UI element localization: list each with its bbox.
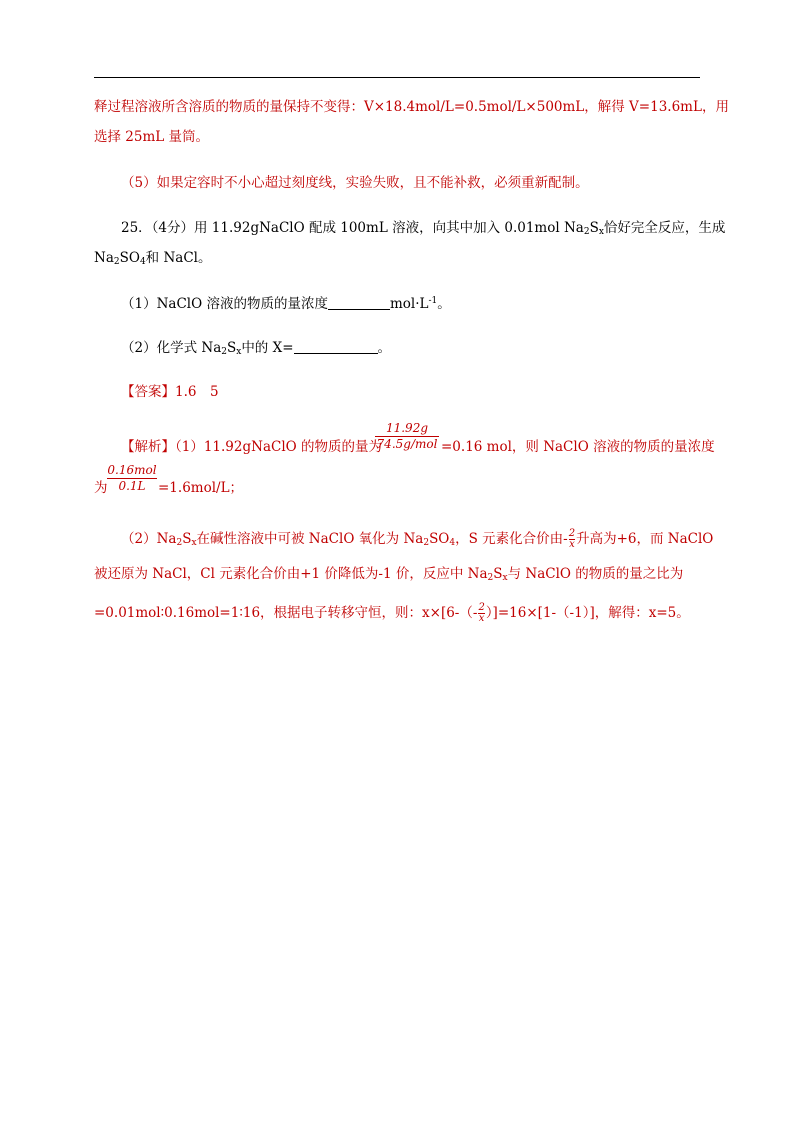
question-25-line-2 xyxy=(94,248,211,268)
analysis-line-1 xyxy=(121,437,382,457)
analysis-label: 【解析】 xyxy=(121,439,175,455)
fraction-numerator: 2 xyxy=(568,528,576,539)
analysis-text: ）]=16×[1-（-1）]，解得：x=5。 xyxy=(485,605,690,621)
fraction-denominator: 0.1L xyxy=(118,479,146,493)
analysis-text: S xyxy=(493,566,503,582)
explanation-text: 释过程溶液所含溶质的物质的量保持不变得：V×18.4mol/L=0.5mol/L×500mL，解得 V=13.6mL，用 xyxy=(94,99,729,115)
analysis-text: （1）11.92gNaClO 的物质的量为 xyxy=(175,439,382,455)
inline-fraction xyxy=(478,603,484,624)
fraction-numerator: 11.92g xyxy=(385,421,429,435)
fraction-concentration xyxy=(107,464,157,493)
explanation-line-2 xyxy=(94,127,209,147)
question-text: 恰好完全反应，生成 xyxy=(603,220,726,236)
analysis-text: （2）Na xyxy=(121,531,177,547)
subscript: x xyxy=(236,347,242,357)
fraction-numerator: 0.16mol xyxy=(107,463,157,477)
subscript: 2 xyxy=(113,257,120,267)
fraction-denominator: x xyxy=(569,539,575,550)
question-text: （2）化学式 Na xyxy=(121,340,222,356)
answer-blank[interactable] xyxy=(328,295,390,310)
analysis-line-1-tail xyxy=(441,437,715,457)
analysis-text: 升高为+6，而 NaClO xyxy=(576,531,714,547)
analysis-text: =1.6mol/L； xyxy=(158,480,244,496)
analysis-p2-line-2 xyxy=(94,564,683,584)
question-text: 和 NaCl。 xyxy=(145,250,212,266)
analysis-text: 在碱性溶液中可被 NaClO 氧化为 Na xyxy=(196,531,424,547)
question-text: 。 xyxy=(377,340,392,356)
subscript: x xyxy=(502,573,508,583)
unit-text: mol·L xyxy=(389,296,429,312)
question-text: 中的 X= xyxy=(241,340,294,356)
question-text: S xyxy=(226,340,237,356)
subscript: 2 xyxy=(423,538,430,548)
answer-line xyxy=(121,382,219,402)
question-text: 25．（4分）用 11.92gNaClO 配成 100mL 溶液，向其中加入 0.01mol Na xyxy=(121,220,584,236)
analysis-text: =0.01mol∶0.16mol=1∶16，根据电子转移守恒，则：x×[6-（- xyxy=(94,605,478,621)
question-text: SO xyxy=(119,250,140,266)
explanation-text: 选择 25mL 量筒。 xyxy=(94,129,210,145)
fraction-denominator: x xyxy=(478,613,485,624)
sub-question-1 xyxy=(121,294,451,314)
subscript: x xyxy=(598,227,604,237)
subscript: 4 xyxy=(449,538,456,548)
subscript: x xyxy=(191,538,197,548)
question-text: S xyxy=(589,220,599,236)
analysis-text: =0.16 mol，则 NaClO 溶液的物质的量浓度 xyxy=(441,439,715,455)
question-25-line-1 xyxy=(121,218,725,238)
answer-value: 1.6 5 xyxy=(175,384,219,400)
analysis-text: 被还原为 NaCl，Cl 元素化合价由+1 价降低为-1 价，反应中 Na xyxy=(94,566,488,582)
analysis-p2-line-1 xyxy=(121,529,713,550)
question-text: Na xyxy=(94,250,114,266)
answer-blank[interactable] xyxy=(294,339,378,354)
explanation-item-5 xyxy=(121,173,589,193)
analysis-line-2-tail xyxy=(158,478,243,498)
answer-label: 【答案】 xyxy=(121,384,175,400)
subscript: 2 xyxy=(487,573,494,583)
explanation-line-1 xyxy=(94,97,729,117)
question-text: （1）NaClO 溶液的物质的量浓度 xyxy=(121,296,328,312)
analysis-text: ，S 元素化合价由- xyxy=(455,531,568,547)
header-rule xyxy=(94,77,700,78)
fraction-moles xyxy=(375,422,439,451)
question-text: 。 xyxy=(437,296,451,312)
subscript: 2 xyxy=(583,227,590,237)
subscript: 2 xyxy=(176,538,183,548)
analysis-text: 与 NaClO 的物质的量之比为 xyxy=(507,566,684,582)
analysis-text: S xyxy=(182,531,192,547)
analysis-text: SO xyxy=(429,531,450,547)
superscript: -1 xyxy=(428,296,438,306)
explanation-text: （5）如果定容时不小心超过刻度线，实验失败，且不能补救，必须重新配制。 xyxy=(121,175,589,191)
analysis-p2-line-3 xyxy=(94,603,690,624)
fraction-numerator: 2 xyxy=(478,602,485,613)
inline-fraction xyxy=(569,529,575,550)
fraction-denominator: 74.5g/mol xyxy=(376,437,438,451)
subscript: 2 xyxy=(221,347,227,357)
analysis-text: 为 xyxy=(94,480,108,496)
subscript: 4 xyxy=(139,257,146,267)
sub-question-2 xyxy=(121,338,391,358)
analysis-line-2 xyxy=(94,478,108,498)
